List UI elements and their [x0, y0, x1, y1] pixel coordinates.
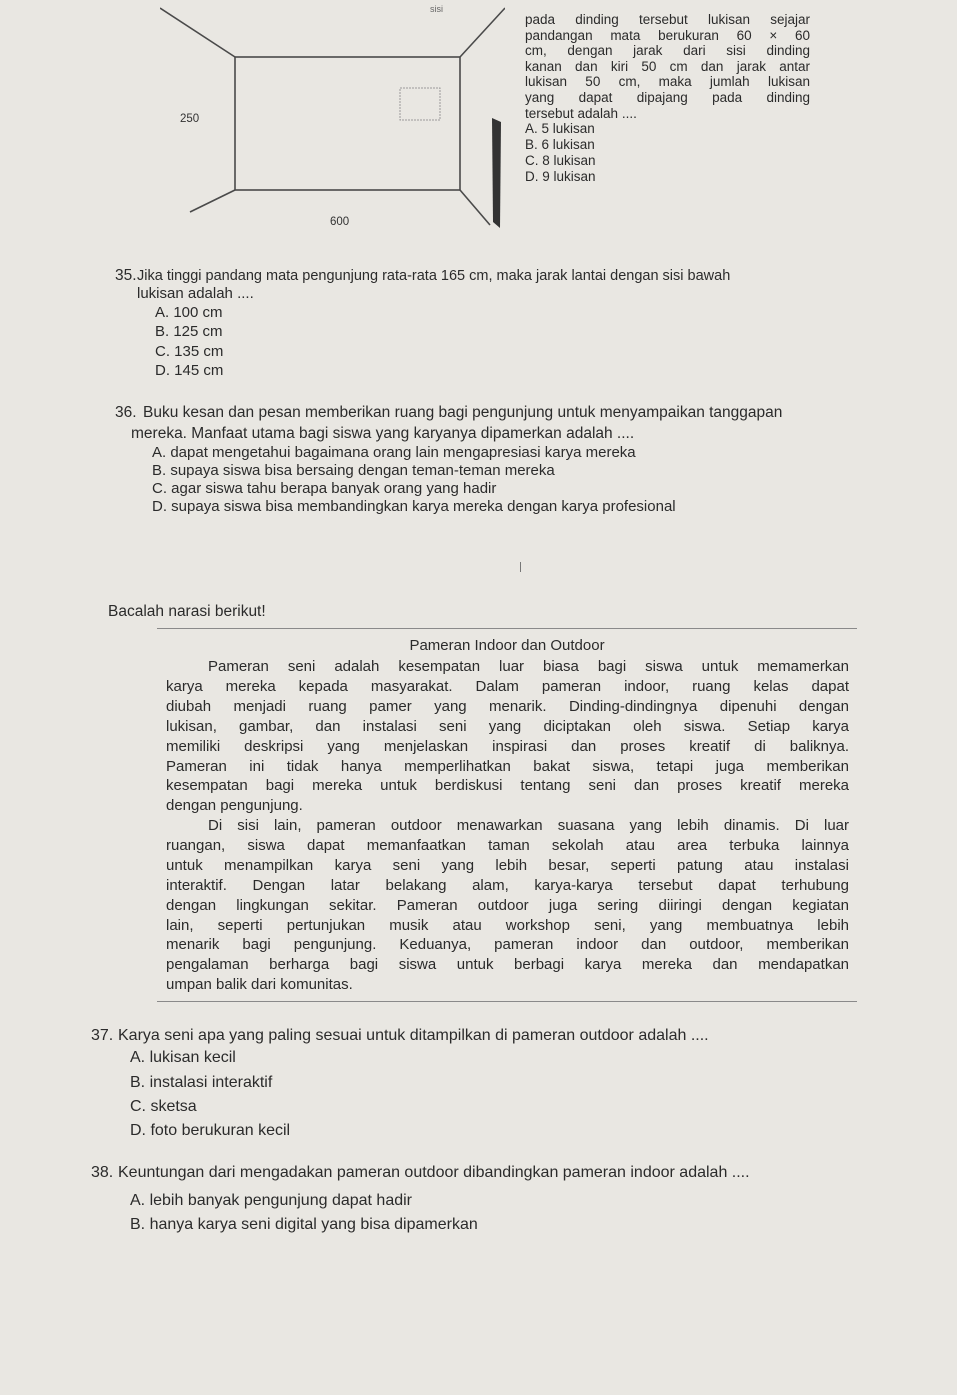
q35-option-b[interactable]: B. 125 cm — [155, 323, 223, 340]
q34-line: lukisan 50 cm, maka jumlah lukisan — [525, 74, 810, 90]
q36-option-d[interactable]: D. supaya siswa bisa membandingkan karya mereka dengan karya profesional — [152, 498, 676, 515]
narrative-line: Pameran seni adalah kesempatan luar biasa bagi siswa untuk memamerkan — [208, 658, 849, 675]
q36-option-b[interactable]: B. supaya siswa bisa bersaing dengan teman-teman mereka — [152, 462, 555, 479]
floor-right-line — [460, 190, 490, 225]
narrative-line: dengan lingkungan sekitar. Pameran outdoor juga sering diiringi dengan kegiatan — [166, 896, 849, 914]
narrative-line: pengalaman berharga bagi siswa untuk berbagi karya mereka dan mendapatkan — [166, 956, 849, 974]
narrative-title: Pameran Indoor dan Outdoor — [409, 637, 605, 654]
q37-option-c[interactable]: C. sketsa — [130, 1098, 197, 1115]
narrative-line: karya mereka kepada masyarakat. Dalam pameran indoor, ruang kelas dapat — [166, 677, 849, 695]
q34-line: pada dinding tersebut lukisan sejajar — [525, 12, 810, 27]
q35-stem-line2: lukisan adalah .... — [137, 285, 254, 302]
narrative-line: interaktif. Dengan latar belakang alam, karya-karya tersebut dapat terhubung — [166, 876, 849, 894]
narrative-line: dengan pengunjung. — [166, 797, 303, 815]
diagram-label-bottom: 600 — [330, 216, 350, 228]
q38-number: 38. — [91, 1164, 114, 1181]
floor-left-line — [190, 190, 235, 212]
narrative-instruction: Bacalah narasi berikut! — [108, 603, 266, 620]
narrative-line: ruangan, siswa dapat memanfaatkan taman sekolah atau area terbuka lainnya — [166, 836, 849, 854]
q34-stem — [525, 12, 810, 185]
q34-option-c[interactable]: C. 8 lukisan — [525, 153, 596, 169]
q38-stem: Keuntungan dari mengadakan pameran outdoor dibandingkan pameran indoor adalah .... — [118, 1164, 750, 1181]
narrative-line: lukisan, gambar, dan instalasi seni yang diciptakan oleh siswa. Setiap karya — [166, 717, 849, 735]
ceiling-left-line — [160, 8, 235, 57]
q35-number: 35. — [115, 267, 137, 284]
narrative-paragraph-2 — [166, 816, 849, 995]
q36-option-c[interactable]: C. agar siswa tahu berapa banyak orang yang hadir — [152, 480, 497, 497]
stray-mark — [520, 562, 521, 572]
q34-option-d[interactable]: D. 9 lukisan — [525, 169, 596, 185]
narrative-line: umpan balik dari komunitas. — [166, 976, 353, 994]
q38-option-b[interactable]: B. hanya karya seni digital yang bisa dipamerkan — [130, 1216, 478, 1233]
narrative-line: Pameran ini tidak hanya memperlihatkan bakat siswa, tetapi juga memberikan — [166, 757, 849, 775]
q34-line: tersebut adalah .... — [525, 105, 637, 121]
narrative-line: lain, seperti pertunjukan musik atau workshop seni, yang membuatnya lebih — [166, 916, 849, 934]
q37-number: 37. — [91, 1027, 114, 1044]
narrative-line: memiliki deskripsi yang menjelaskan inspirasi dan proses kreatif di baliknya. — [166, 737, 849, 755]
q36-number: 36. — [115, 404, 137, 421]
q34-line: yang dapat dipajang pada dinding — [525, 89, 810, 105]
q38-option-a[interactable]: A. lebih banyak pengunjung dapat hadir — [130, 1192, 412, 1209]
wall-rectangle — [235, 57, 460, 190]
q36-option-a[interactable]: A. dapat mengetahui bagaimana orang lain mengapresiasi karya mereka — [152, 444, 636, 461]
q34-option-a[interactable]: A. 5 lukisan — [525, 121, 595, 137]
page-shadow — [492, 118, 501, 228]
narrative-line: diubah menjadi ruang pamer yang menarik. Dinding-dindingnya dipenuhi dengan — [166, 697, 849, 715]
q35-stem-line1: Jika tinggi pandang mata pengunjung rata-rata 165 cm, maka jarak lantai dengan sisi bawah — [137, 268, 731, 284]
narrative-line: Di sisi lain, pameran outdoor menawarkan suasana yang lebih dinamis. Di luar — [208, 817, 849, 834]
q34-line: cm, dengan jarak dari sisi dinding — [525, 43, 810, 59]
q34-option-b[interactable]: B. 6 lukisan — [525, 137, 595, 153]
q37-stem: Karya seni apa yang paling sesuai untuk ditampilkan di pameran outdoor adalah .... — [118, 1027, 709, 1044]
wall-diagram — [160, 0, 505, 245]
diagram-label-top: sisi — [430, 4, 443, 14]
q34-line: kanan dan kiri 50 cm dan jarak antar — [525, 58, 810, 74]
q36-stem-line1: Buku kesan dan pesan memberikan ruang bagi pengunjung untuk menyampaikan tanggapan — [143, 404, 783, 421]
q37-option-d[interactable]: D. foto berukuran kecil — [130, 1122, 291, 1139]
q34-line: pandangan mata berukuran 60 × 60 — [525, 27, 810, 43]
ceiling-right-line — [460, 8, 505, 57]
narrative-line: menarik bagi pengunjung. Keduanya, pameran indoor dan outdoor, memberikan — [166, 936, 849, 954]
painting-outline — [400, 88, 440, 120]
diagram-label-left: 250 — [180, 113, 200, 125]
narrative-line: kesempatan bagi mereka untuk berdiskusi tentang seni dan proses kreatif mereka — [166, 777, 849, 795]
q35-option-c[interactable]: C. 135 cm — [155, 343, 224, 360]
narrative-paragraph-1 — [166, 657, 849, 816]
q36-stem-line2: mereka. Manfaat utama bagi siswa yang karyanya dipamerkan adalah .... — [131, 425, 635, 442]
q37-option-b[interactable]: B. instalasi interaktif — [130, 1074, 273, 1091]
narrative-box — [157, 628, 857, 1002]
q35-option-a[interactable]: A. 100 cm — [155, 304, 223, 321]
q35-option-d[interactable]: D. 145 cm — [155, 362, 224, 379]
narrative-line: untuk menampilkan karya seni yang lebih besar, seperti patung atau instalasi — [166, 856, 849, 874]
q37-option-a[interactable]: A. lukisan kecil — [130, 1049, 236, 1066]
